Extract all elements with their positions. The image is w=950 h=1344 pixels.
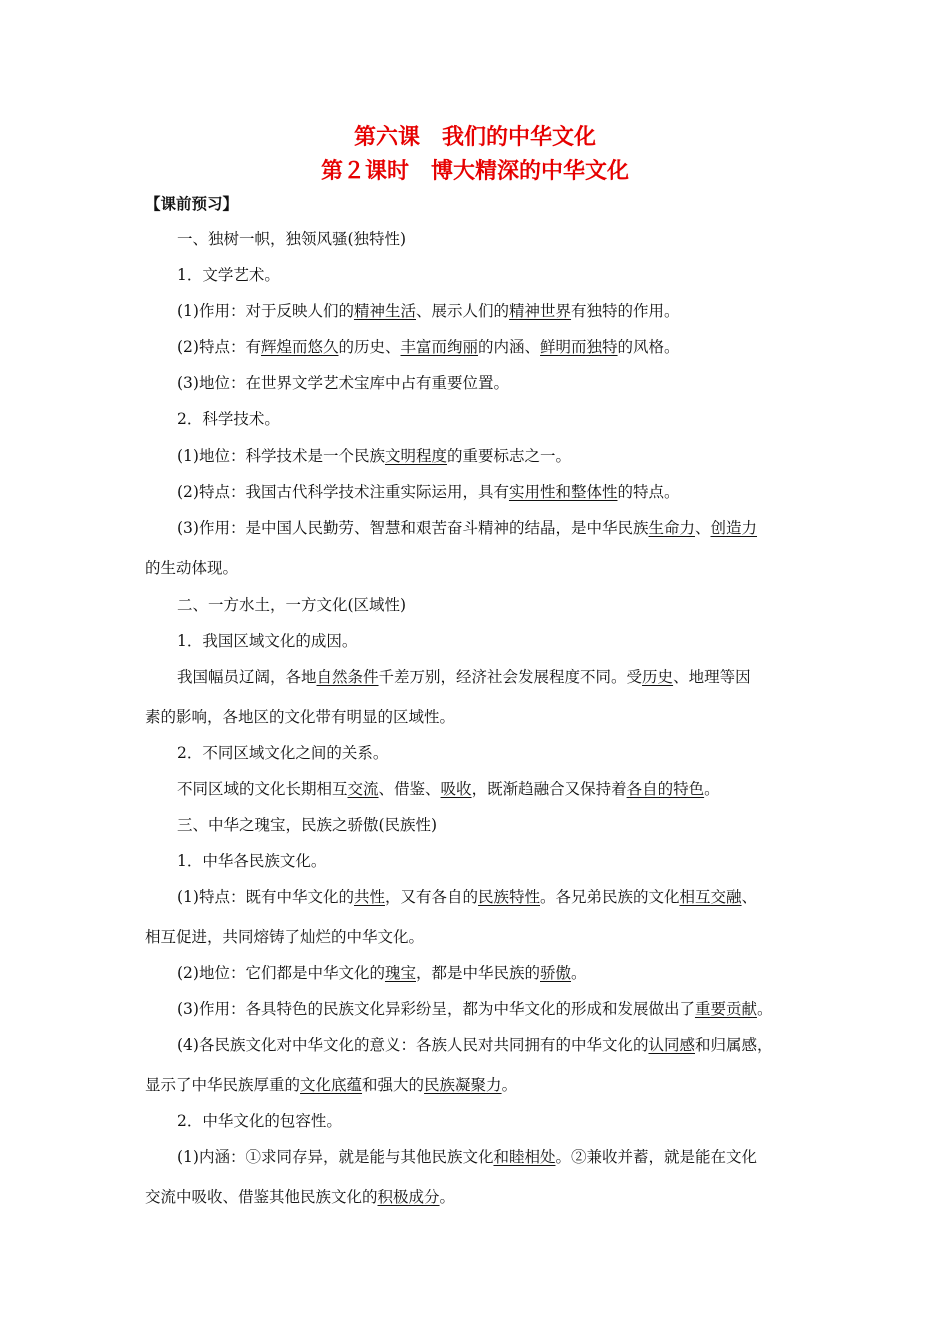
text-line: [177, 963, 587, 983]
text-line: [177, 1111, 342, 1131]
text-line: [177, 1147, 757, 1167]
answer-blank: 文化底蕴: [300, 1076, 363, 1094]
answer-blank: 民族凝聚力: [424, 1076, 502, 1094]
text-segment: 不同区域的文化长期相互: [177, 780, 348, 798]
answer-blank: 精神世界: [509, 302, 572, 320]
text-line: [177, 373, 509, 393]
text-segment: 我国幅员辽阔，各地: [177, 668, 317, 686]
text-segment: ，既渐趋融合又保持着: [471, 780, 627, 798]
text-segment: 的重要标志之一。: [446, 447, 571, 465]
text-segment: 1．我国区域文化的成因。: [177, 632, 358, 650]
lesson-subtitle: 第２课时 博大精深的中华文化: [320, 159, 629, 184]
answer-blank: 和睦相处: [493, 1148, 556, 1166]
answer-blank: 实用性和整体性: [508, 483, 618, 501]
text-line: [177, 1035, 773, 1055]
lesson-title: 第六课 我们的中华文化: [353, 125, 596, 150]
text-segment: (1)内涵：①求同存异，就是能与其他民族文化: [177, 1148, 494, 1166]
answer-blank: 共性: [353, 888, 385, 906]
text-line: [177, 265, 280, 285]
answer-blank: 交流: [347, 780, 379, 798]
answer-blank: 民族特性: [478, 888, 541, 906]
text-segment: (4)各民族文化对中华文化的意义：各族人民对共同拥有的中华文化的: [177, 1036, 649, 1054]
text-line: [145, 558, 238, 578]
text-line: [177, 815, 437, 835]
text-line: [177, 631, 357, 651]
text-segment: 一、独树一帜，独领风骚(独特性): [177, 230, 407, 248]
answer-blank: 文明程度: [384, 447, 447, 465]
text-line: [177, 743, 388, 763]
answer-blank: 相互交融: [679, 888, 742, 906]
text-line: [177, 851, 326, 871]
text-segment: 、借鉴、: [378, 780, 441, 798]
text-line: [177, 337, 680, 357]
text-line: [177, 595, 406, 615]
text-segment: 。各兄弟民族的文化: [540, 888, 680, 906]
text-segment: (2)特点：我国古代科学技术注重实际运用，具有: [177, 483, 509, 501]
text-segment: 、展示人们的: [415, 302, 509, 320]
answer-blank: 骄傲: [540, 964, 572, 982]
text-segment: 。: [439, 1188, 456, 1206]
text-line: [177, 999, 773, 1019]
text-segment: 千差万别，经济社会发展程度不同。受: [378, 668, 643, 686]
text-line: [177, 667, 751, 687]
text-segment: 的历史、: [338, 338, 401, 356]
answer-blank: 重要贡献: [694, 1000, 757, 1018]
answer-blank: 瑰宝: [384, 964, 416, 982]
text-segment: 和归属感，: [694, 1036, 773, 1054]
text-line: [145, 707, 455, 727]
text-segment: 2．科学技术。: [177, 410, 280, 428]
answer-blank: 生命力: [648, 519, 695, 537]
text-segment: 的特点。: [617, 483, 680, 501]
text-segment: (3)作用：是中国人民勤劳、智慧和艰苦奋斗精神的结晶，是中华民族: [177, 519, 649, 537]
text-segment: 2．中华文化的包容性。: [177, 1112, 342, 1130]
answer-blank: 鲜明而独特: [540, 338, 618, 356]
text-segment: (3)地位：在世界文学艺术宝库中占有重要位置。: [177, 374, 509, 392]
text-segment: ，又有各自的: [384, 888, 478, 906]
text-segment: 的内涵、: [478, 338, 541, 356]
answer-blank: 创造力: [710, 519, 758, 537]
text-line: [177, 887, 757, 907]
text-segment: 显示了中华民族厚重的: [145, 1076, 301, 1094]
text-segment: (2)地位：它们都是中华文化的: [177, 964, 385, 982]
answer-blank: 各自的特色: [626, 780, 705, 798]
text-line: [177, 229, 406, 249]
text-segment: ，都是中华民族的: [415, 964, 540, 982]
text-segment: (1)作用：对于反映人们的: [177, 302, 354, 320]
answer-blank: 自然条件: [316, 668, 379, 686]
text-segment: 1．文学艺术。: [177, 266, 280, 284]
text-segment: 。: [571, 964, 587, 982]
text-segment: 三、中华之瑰宝，民族之骄傲(民族性): [177, 816, 438, 834]
text-segment: 有独特的作用。: [571, 302, 680, 320]
text-segment: 和强大的: [362, 1076, 425, 1094]
text-segment: 2．不同区域文化之间的关系。: [177, 744, 389, 762]
text-segment: 。: [501, 1076, 518, 1094]
answer-blank: 历史: [642, 668, 674, 686]
answer-blank: 吸收: [440, 780, 472, 798]
text-segment: 的风格。: [617, 338, 680, 356]
text-segment: (2)特点：有: [177, 338, 261, 356]
answer-blank: 精神生活: [353, 302, 416, 320]
text-segment: 1．中华各民族文化。: [177, 852, 327, 870]
text-segment: 、地理等因: [673, 668, 751, 686]
text-line: [177, 301, 680, 321]
answer-blank: 认同感: [648, 1036, 695, 1054]
section-label: 【课前预习】: [145, 195, 239, 213]
text-line: [177, 779, 720, 799]
text-segment: 。: [704, 780, 720, 798]
text-segment: 。②兼收并蓄，就是能在文化: [555, 1148, 757, 1166]
text-segment: (1)特点：既有中华文化的: [177, 888, 354, 906]
answer-blank: 辉煌而悠久: [260, 338, 339, 356]
text-segment: 相互促进，共同熔铸了灿烂的中华文化。: [145, 928, 425, 946]
text-line: [177, 409, 280, 429]
text-segment: 、: [694, 519, 711, 537]
text-segment: (3)作用：各具特色的民族文化异彩纷呈，都为中华文化的形成和发展做出了: [177, 1000, 695, 1018]
text-line: [145, 927, 424, 947]
text-segment: 素的影响，各地区的文化带有明显的区域性。: [145, 708, 456, 726]
text-line: [177, 518, 757, 538]
text-segment: 交流中吸收、借鉴其他民族文化的: [145, 1188, 378, 1206]
text-line: [177, 446, 571, 466]
text-segment: 。: [756, 1000, 773, 1018]
text-segment: (1)地位：科学技术是一个民族: [177, 447, 385, 465]
text-segment: 、: [741, 888, 758, 906]
answer-blank: 积极成分: [377, 1188, 440, 1206]
text-segment: 二、一方水土，一方文化(区域性): [177, 596, 407, 614]
answer-blank: 丰富而绚丽: [400, 338, 479, 356]
text-segment: 的生动体现。: [145, 559, 239, 577]
text-line: [177, 482, 680, 502]
text-line: [145, 1075, 517, 1095]
text-line: [145, 1187, 455, 1207]
